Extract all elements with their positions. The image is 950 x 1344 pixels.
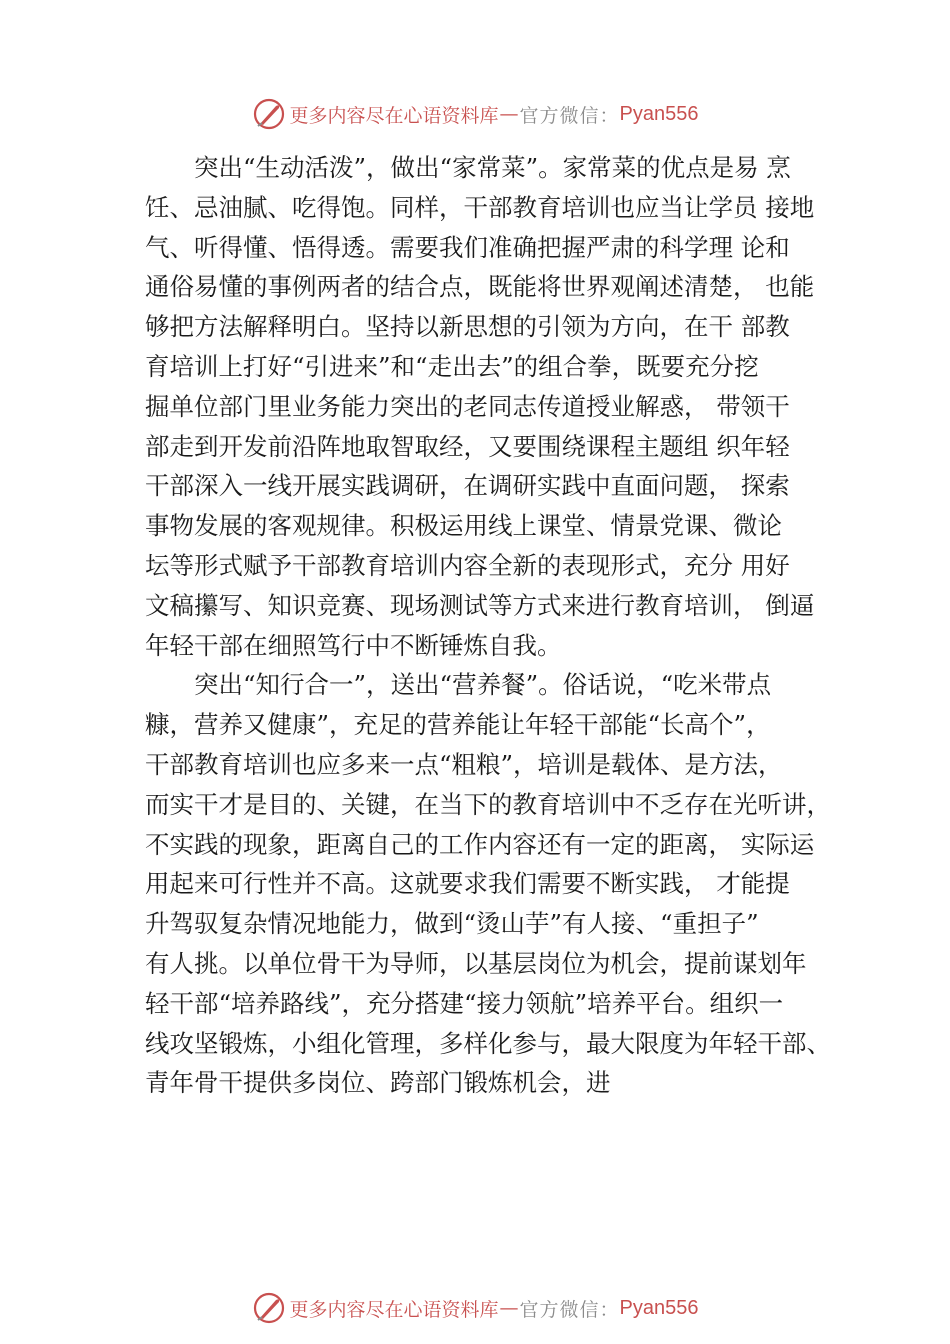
- text-line: 事物发展的客观规律。积极运用线上课堂、情景党课、微论: [145, 511, 782, 541]
- paragraph-1: [145, 148, 835, 665]
- text-line: 饪、忌油腻、吃得饱。同样，干部教育培训也应当让学员 接地: [145, 192, 815, 222]
- text-line: 坛等形式赋予干部教育培训内容全新的表现形式，充分 用好: [145, 550, 790, 580]
- header-banner: [0, 94, 950, 134]
- text-line: 线攻坚锻炼，小组化管理，多样化参与，最大限度为年轻干部、: [145, 1028, 831, 1058]
- text-line: 升驾驭复杂情况地能力，做到“烫山芋”有人接、“重担子”: [145, 909, 759, 939]
- text-line: 糠，营养又健康”，充足的营养能让年轻干部能“长高个”，: [145, 710, 771, 740]
- text-line: 不实践的现象，距离自己的工作内容还有一定的距离， 实际运: [145, 829, 815, 859]
- text-line: 年轻干部在细照笃行中不断锤炼自我。: [145, 630, 562, 660]
- banner-wechat-label: 官方微信：: [519, 104, 620, 127]
- text-line: 干部教育培训也应多来一点“粗粮”，培训是载体、是方法，: [145, 749, 783, 779]
- paragraph-2: [145, 665, 835, 1103]
- text-line: 而实干才是目的、关键，在当下的教育培训中不乏存在光听讲，: [145, 789, 831, 819]
- text-line: 轻干部“培养路线”，充分搭建“接力领航”培养平台。组织一: [145, 988, 784, 1018]
- text-line: 够把方法解释明白。坚持以新思想的引领为方向，在干 部教: [145, 312, 790, 342]
- text-line: 育培训上打好“引进来”和“走出去”的组合拳，既要充分挖: [145, 351, 759, 381]
- text-line: 青年骨干提供多岗位、跨部门锻炼机会，进: [145, 1068, 611, 1098]
- text-line: 突出“知行合一”，送出“营养餐”。俗话说，“吃米带点: [194, 670, 772, 700]
- text-line: 干部深入一线开展实践调研，在调研实践中直面问题， 探索: [145, 471, 790, 501]
- banner-slogan: 更多内容尽在心语资料库: [289, 1298, 499, 1321]
- text-line: 有人挑。以单位骨干为导师，以基层岗位为机会，提前谋划年: [145, 948, 807, 978]
- banner-wechat-id: Pyan556: [619, 1296, 699, 1319]
- banner-wechat-label: 官方微信：: [519, 1298, 620, 1321]
- text-line: 突出“生动活泼”，做出“家常菜”。家常菜的优点是易 烹: [194, 153, 791, 182]
- banner-dash: —: [499, 103, 519, 125]
- footer-banner: [0, 1288, 950, 1328]
- banner-wechat-id: Pyan556: [619, 102, 699, 125]
- text-line: 通俗易懂的事例两者的结合点，既能将世界观阐述清楚， 也能: [145, 272, 815, 302]
- document-body: [145, 148, 835, 1103]
- quill-logo-icon: [252, 1291, 286, 1325]
- text-line: 用起来可行性并不高。这就要求我们需要不断实践， 才能提: [145, 869, 790, 899]
- text-line: 文稿攥写、知识竞赛、现场测试等方式来进行教育培训， 倒逼: [145, 590, 815, 620]
- quill-logo-icon: [252, 97, 286, 131]
- banner-slogan: 更多内容尽在心语资料库: [289, 104, 499, 127]
- text-line: 掘单位部门里业务能力突出的老同志传道授业解惑， 带领干: [145, 391, 790, 421]
- banner-dash: —: [499, 1297, 519, 1319]
- text-line: 部走到开发前沿阵地取智取经，又要围绕课程主题组 织年轻: [145, 431, 790, 461]
- text-line: 气、听得懂、悟得透。需要我们准确把握严肃的科学理 论和: [145, 232, 790, 262]
